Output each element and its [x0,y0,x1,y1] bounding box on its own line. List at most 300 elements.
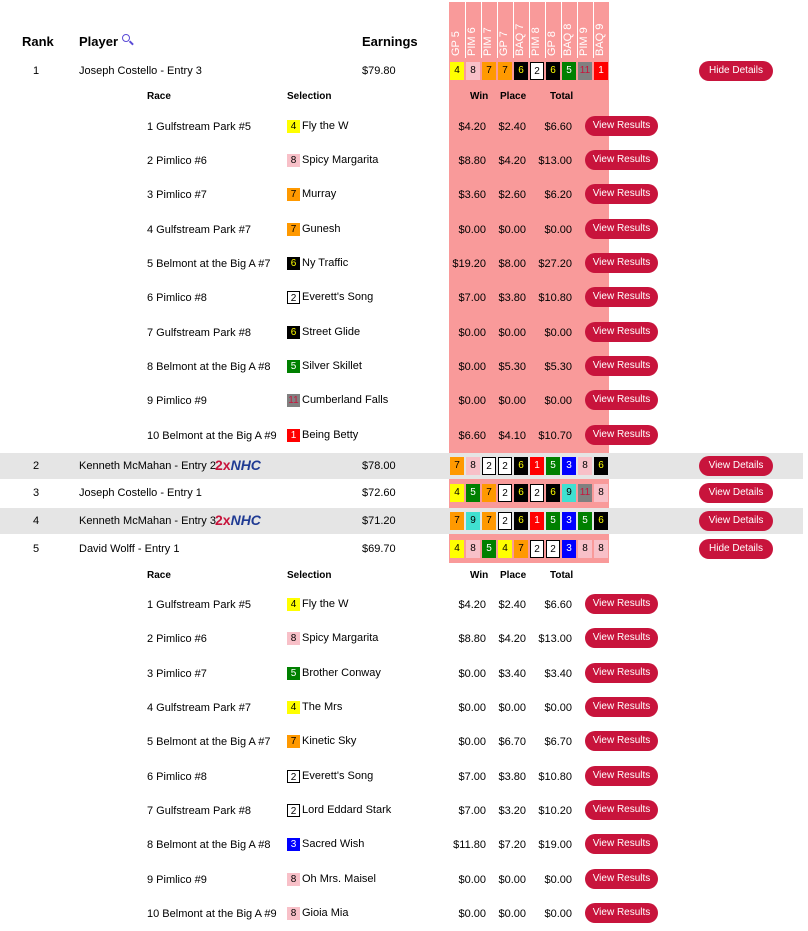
post-position-chip: 6 [514,62,528,80]
view-results-button[interactable]: View Results [585,425,658,445]
race-header-9 [594,4,608,56]
race-header-label: PIM 8 [530,27,542,56]
total-value: $10.70 [538,430,572,442]
selection [287,393,388,407]
total-value: $5.30 [544,361,572,373]
post-position-chip: 7 [482,484,496,502]
post-position-chip: 8 [578,540,592,558]
post-position-badge: 4 [287,598,300,611]
player-name: David Wolff - Entry 1 [79,543,180,555]
place-value: $3.80 [498,771,526,783]
race-header-label: GP 7 [498,31,510,56]
view-results-button[interactable]: View Results [585,116,658,136]
hide-details-button[interactable]: Hide Details [699,539,773,559]
win-value: $0.00 [458,395,486,407]
view-results-button[interactable]: View Results [585,287,658,307]
race-name: 1 Gulfstream Park #5 [147,121,251,133]
race-header-label: PIM 7 [482,27,494,56]
win-value: $8.80 [458,633,486,645]
post-position-chip: 3 [562,512,576,530]
rank-cell: 1 [33,65,40,77]
horse-name: Gioia Mia [302,907,349,920]
post-position-badge: 4 [287,701,300,714]
selection [287,872,376,886]
detail-row [0,690,803,724]
race-header-7 [562,4,576,56]
total-value: $10.80 [538,771,572,783]
post-position-chip: 2 [530,484,544,502]
player-name: Kenneth McMahan - Entry 3 [79,515,216,527]
selection [287,222,341,236]
total-value: $10.20 [538,805,572,817]
race-name: 7 Gulfstream Park #8 [147,805,251,817]
horse-name: Murray [302,188,337,201]
place-value: $5.30 [498,361,526,373]
view-results-button[interactable]: View Results [585,628,658,648]
total-value: $13.00 [538,633,572,645]
post-position-chip: 4 [450,484,464,502]
race-divider [465,2,466,58]
race-header-8 [578,4,592,56]
total-value: $6.60 [544,599,572,611]
view-results-button[interactable]: View Results [585,594,658,614]
place-value: $4.20 [498,155,526,167]
post-position-chip: 2 [530,540,544,558]
selection [287,906,348,920]
race-name: 8 Belmont at the Big A #8 [147,361,271,373]
race-header-label: GP 8 [546,31,558,56]
view-results-button[interactable]: View Results [585,356,658,376]
post-position-badge: 6 [287,326,300,339]
post-position-badge: 8 [287,632,300,645]
view-results-button[interactable]: View Results [585,150,658,170]
race-header-3 [498,4,512,56]
post-position-chip: 7 [482,62,496,80]
hide-details-button[interactable]: Hide Details [699,61,773,81]
win-value: $11.80 [453,839,486,851]
horse-name: Spicy Margarita [302,632,379,645]
selection [287,187,336,201]
post-position-badge: 8 [287,873,300,886]
race-header-5 [530,4,544,56]
post-position-chip: 9 [466,512,480,530]
horse-name: Fly the W [302,120,349,133]
post-position-chip: 4 [498,540,512,558]
race-header-0 [450,4,464,56]
detail-row [0,109,803,143]
detail-header-win: Win [470,570,489,581]
view-results-button[interactable]: View Results [585,800,658,820]
win-value: $0.00 [458,702,486,714]
win-value: $4.20 [458,121,486,133]
total-value: $0.00 [544,874,572,886]
total-value: $10.80 [538,292,572,304]
race-header-label: BAQ 9 [594,23,606,56]
post-position-chip: 5 [466,484,480,502]
post-position-chip: 5 [546,457,560,475]
win-value: $6.60 [458,430,486,442]
race-header-label: GP 5 [450,31,462,56]
post-position-badge: 11 [288,394,299,406]
place-value: $2.60 [498,189,526,201]
race-header-4 [514,4,528,56]
total-value: $0.00 [544,395,572,407]
post-position-chip: 2 [498,512,512,530]
leaderboard-row [0,58,803,84]
race-name: 9 Pimlico #9 [147,874,207,886]
leaderboard-row [0,508,803,534]
place-value: $0.00 [498,908,526,920]
post-position-chip: 6 [514,457,528,475]
rank-cell: 3 [33,487,40,499]
win-value: $0.00 [458,327,486,339]
nhc-badge [215,457,261,473]
detail-header-selection: Selection [287,570,332,581]
detail-header-place: Place [500,91,527,102]
view-results-button[interactable]: View Results [585,834,658,854]
post-position-chip: 6 [514,484,528,502]
race-header-label: BAQ 7 [514,23,526,56]
post-position-badge: 2 [287,291,300,304]
selection [287,256,348,270]
detail-header-win: Win [470,91,489,102]
horse-name: Gunesh [302,223,341,236]
total-value: $19.00 [538,839,572,851]
detail-header-place: Place [500,570,527,581]
selection [287,359,362,373]
total-value: $27.20 [538,258,572,270]
post-position-badge: 8 [287,154,300,167]
post-position-badge: 2 [287,804,300,817]
detail-row [0,212,803,246]
detail-row [0,621,803,655]
selection [287,119,348,133]
horse-name: Ny Traffic [302,257,349,270]
player-name: Kenneth McMahan - Entry 2 [79,460,216,472]
post-position-chip: 6 [546,62,560,80]
post-position-chip: 2 [498,457,512,475]
selection [287,837,364,851]
race-name: 2 Pimlico #6 [147,155,207,167]
race-name: 6 Pimlico #8 [147,771,207,783]
post-position-chip: 4 [450,540,464,558]
post-position-chip: 8 [594,484,608,502]
view-details-button[interactable]: View Details [699,483,773,503]
total-value: $0.00 [544,327,572,339]
post-position-chip: 1 [594,62,608,80]
earnings-header: Earnings [362,34,418,49]
win-value: $7.00 [458,771,486,783]
player-name: Joseph Costello - Entry 1 [79,487,202,499]
race-divider [545,2,546,58]
total-value: $3.40 [544,668,572,680]
race-name: 3 Pimlico #7 [147,189,207,201]
post-position-chip: 6 [546,484,560,502]
race-name: 8 Belmont at the Big A #8 [147,839,271,851]
place-value: $0.00 [498,702,526,714]
selection [287,597,348,611]
view-results-button[interactable]: View Results [585,903,658,923]
post-position-badge: 5 [287,667,300,680]
earnings-value: $78.00 [362,460,396,472]
selection-chips [450,457,608,475]
horse-name: Street Glide [302,326,361,339]
post-position-chip: 7 [498,62,512,80]
post-position-chip: 8 [466,62,480,80]
post-position-chip: 3 [562,540,576,558]
view-results-button[interactable]: View Results [585,322,658,342]
win-value: $0.00 [458,736,486,748]
race-divider [513,2,514,58]
view-details-button[interactable]: View Details [699,511,773,531]
post-position-badge: 7 [287,735,300,748]
horse-name: Everett's Song [302,291,374,304]
selection [287,153,378,167]
view-results-button[interactable]: View Results [585,697,658,717]
post-position-chip: 6 [594,457,608,475]
detail-row [0,862,803,896]
horse-name: Spicy Margarita [302,154,379,167]
leaderboard-row [0,453,803,479]
detail-row [0,587,803,621]
place-value: $0.00 [498,395,526,407]
detail-row [0,315,803,349]
post-position-chip: 2 [530,62,544,80]
post-position-chip: 2 [546,540,560,558]
selection [287,290,373,304]
detail-row [0,724,803,758]
detail-row [0,418,803,452]
win-value: $4.20 [458,599,486,611]
post-position-badge: 1 [287,429,300,442]
race-name: 1 Gulfstream Park #5 [147,599,251,611]
detail-header-race: Race [147,570,171,581]
horse-name: Oh Mrs. Maisel [302,873,376,886]
view-results-button[interactable]: View Results [585,390,658,410]
horse-name: Lord Eddard Stark [302,804,392,817]
race-name: 5 Belmont at the Big A #7 [147,736,271,748]
detail-row [0,177,803,211]
race-name: 2 Pimlico #6 [147,633,207,645]
detail-row [0,827,803,861]
rank-cell: 4 [33,515,40,527]
race-divider [497,2,498,58]
detail-row [0,280,803,314]
race-header-1 [466,4,480,56]
win-value: $3.60 [458,189,486,201]
selection [287,666,381,680]
race-name: 9 Pimlico #9 [147,395,207,407]
total-value: $0.00 [544,908,572,920]
horse-name: Sacred Wish [302,838,365,851]
race-name: 6 Pimlico #8 [147,292,207,304]
race-divider [561,2,562,58]
place-value: $0.00 [498,327,526,339]
total-value: $13.00 [538,155,572,167]
post-position-chip: 8 [578,457,592,475]
race-header-6 [546,4,560,56]
post-position-badge: 8 [287,907,300,920]
view-results-button[interactable]: View Results [585,663,658,683]
selection [287,428,358,442]
post-position-badge: 6 [287,257,300,270]
win-value: $0.00 [458,224,486,236]
detail-row [0,349,803,383]
win-value: $0.00 [458,668,486,680]
post-position-chip: 11 [578,484,592,502]
leaderboard-row [0,480,803,506]
post-position-badge: 4 [287,120,300,133]
horse-name: Cumberland Falls [302,394,389,407]
selection [287,734,356,748]
earnings-value: $69.70 [362,543,396,555]
race-header-label: PIM 9 [578,27,590,56]
race-name: 5 Belmont at the Big A #7 [147,258,271,270]
search-icon[interactable] [122,34,130,42]
post-position-chip: 1 [530,457,544,475]
nhc-multiplier: 2x [215,512,231,528]
horse-name: Silver Skillet [302,360,362,373]
horse-name: Being Betty [302,429,359,442]
post-position-chip: 1 [530,512,544,530]
place-value: $2.40 [498,599,526,611]
post-position-chip: 6 [514,512,528,530]
selection-chips [450,484,608,502]
post-position-chip: 2 [482,457,496,475]
post-position-chip: 5 [482,540,496,558]
post-position-chip: 4 [450,62,464,80]
rank-header: Rank [22,34,54,49]
total-value: $0.00 [544,224,572,236]
race-divider [577,2,578,58]
post-position-chip: 7 [450,512,464,530]
total-value: $6.60 [544,121,572,133]
post-position-chip: 8 [594,540,608,558]
race-name: 10 Belmont at the Big A #9 [147,908,277,920]
post-position-chip: 7 [514,540,528,558]
view-results-button[interactable]: View Results [585,184,658,204]
horse-name: Brother Conway [302,667,381,680]
race-name: 4 Gulfstream Park #7 [147,702,251,714]
race-divider [593,2,594,58]
race-header-label: BAQ 8 [562,23,574,56]
selection [287,325,360,339]
post-position-chip: 11 [578,62,592,80]
post-position-chip: 7 [450,457,464,475]
win-value: $0.00 [458,874,486,886]
rank-cell: 5 [33,543,40,555]
player-header: Player [79,34,119,49]
horse-name: Fly the W [302,598,349,611]
post-position-chip: 3 [562,457,576,475]
race-name: 10 Belmont at the Big A #9 [147,430,277,442]
post-position-chip: 5 [562,62,576,80]
earnings-value: $79.80 [362,65,396,77]
total-value: $6.20 [544,189,572,201]
post-position-chip: 2 [498,484,512,502]
place-value: $0.00 [498,874,526,886]
view-results-button[interactable]: View Results [585,219,658,239]
horse-name: Kinetic Sky [302,735,357,748]
win-value: $0.00 [458,361,486,373]
earnings-value: $71.20 [362,515,396,527]
place-value: $7.20 [498,839,526,851]
post-position-badge: 7 [287,223,300,236]
detail-row [0,246,803,280]
place-value: $6.70 [498,736,526,748]
race-name: 3 Pimlico #7 [147,668,207,680]
rank-cell: 2 [33,460,40,472]
selection-chips [450,540,608,558]
total-value: $0.00 [544,702,572,714]
view-results-button[interactable]: View Results [585,253,658,273]
total-value: $6.70 [544,736,572,748]
place-value: $4.10 [498,430,526,442]
post-position-badge: 5 [287,360,300,373]
post-position-chip: 8 [466,540,480,558]
post-position-badge: 3 [287,838,300,851]
place-value: $2.40 [498,121,526,133]
detail-row [0,143,803,177]
race-name: 7 Gulfstream Park #8 [147,327,251,339]
post-position-chip: 5 [546,512,560,530]
selection [287,631,378,645]
post-position-badge: 2 [287,770,300,783]
win-value: $19.20 [452,258,486,270]
detail-row [0,896,803,930]
place-value: $0.00 [498,224,526,236]
race-divider [481,2,482,58]
selection-chips [450,62,608,80]
selection-chips [450,512,608,530]
nhc-multiplier: 2x [215,457,231,473]
view-results-button[interactable]: View Results [585,869,658,889]
detail-header-selection: Selection [287,91,332,102]
race-name: 4 Gulfstream Park #7 [147,224,251,236]
post-position-chip: 8 [466,457,480,475]
race-header-2 [482,4,496,56]
selection [287,803,391,817]
win-value: $8.80 [458,155,486,167]
selection [287,769,373,783]
detail-row [0,383,803,417]
win-value: $7.00 [458,805,486,817]
detail-row [0,656,803,690]
win-value: $0.00 [458,908,486,920]
place-value: $8.00 [498,258,526,270]
view-details-button[interactable]: View Details [699,456,773,476]
selection [287,700,342,714]
place-value: $4.20 [498,633,526,645]
place-value: $3.20 [498,805,526,817]
post-position-badge: 7 [287,188,300,201]
place-value: $3.80 [498,292,526,304]
win-value: $7.00 [458,292,486,304]
detail-row [0,759,803,793]
nhc-label: NHC [230,512,261,528]
post-position-chip: 5 [578,512,592,530]
nhc-label: NHC [230,457,261,473]
race-divider [529,2,530,58]
view-results-button[interactable]: View Results [585,731,658,751]
earnings-value: $72.60 [362,487,396,499]
leaderboard-row [0,536,803,562]
post-position-chip: 6 [594,512,608,530]
nhc-badge [215,512,261,528]
view-results-button[interactable]: View Results [585,766,658,786]
detail-row [0,793,803,827]
detail-header-total: Total [550,91,574,102]
